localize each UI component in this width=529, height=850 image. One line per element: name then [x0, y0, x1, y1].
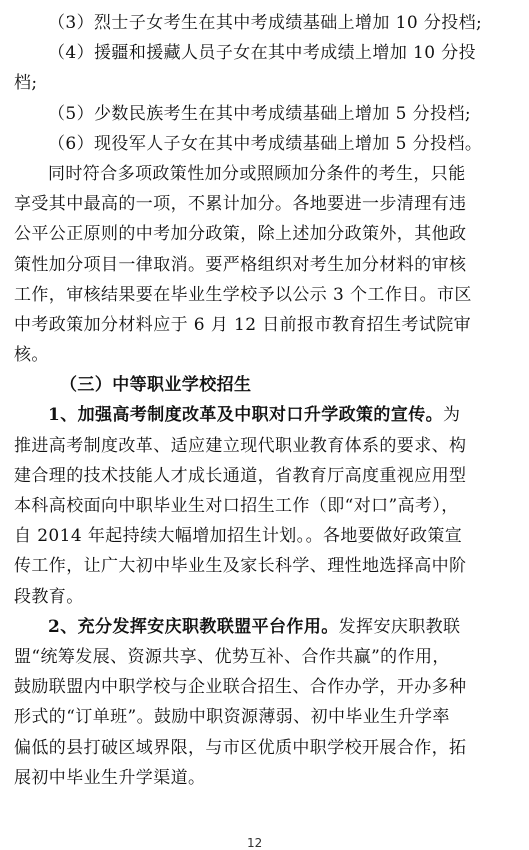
- text-segment: （3）烈士子女考生在其中考成绩基础上增加 10 分投档;: [48, 13, 483, 33]
- text-segment: （4）援疆和援藏人员子女在其中考成绩上增加 10 分投: [48, 43, 477, 64]
- text-line: [14, 612, 514, 642]
- text-line: [14, 129, 514, 159]
- text-segment: 偏低的县打破区域界限，与市区优质中职学校开展合作，拓: [14, 737, 467, 758]
- text-line: [14, 672, 514, 702]
- text-segment: 核。: [14, 345, 49, 366]
- text-line: [14, 159, 514, 189]
- text-line: [14, 733, 514, 763]
- text-segment: 同时符合多项政策性加分或照顾加分条件的考生，只能: [48, 163, 466, 184]
- text-line: [14, 400, 514, 430]
- text-segment: 本科高校面向中职毕业生对口招生工作（即“对口”高考），: [14, 496, 459, 516]
- text-line: [14, 68, 514, 98]
- page-number: 12: [247, 836, 263, 850]
- text-segment: 档;: [14, 73, 38, 94]
- text-segment: 段教育。: [14, 586, 84, 607]
- text-line: [14, 431, 514, 461]
- text-segment: 中考政策加分材料应于 6 月 12 日前报市教育招生考试院审: [14, 314, 472, 335]
- text-segment: 传工作，让广大初中毕业生及家长科学、理性地选择高中阶: [14, 556, 467, 577]
- text-line: [14, 310, 514, 340]
- text-segment: 展初中毕业生升学渠道。: [14, 767, 206, 788]
- text-segment: 建合理的技术技能人才成长通道，省教育厅高度重视应用型: [14, 465, 467, 486]
- text-line: [14, 370, 514, 400]
- text-line: [14, 250, 514, 280]
- text-line: [14, 38, 514, 68]
- text-segment: 享受其中最高的一项，不累计加分。各地要进一步清理有违: [14, 194, 467, 215]
- text-segment: 公平公正原则的中考加分政策，除上述加分政策外，其他政: [14, 224, 467, 245]
- text-line: [14, 763, 514, 793]
- text-line: [14, 491, 514, 521]
- text-segment: 形式的“订单班”。鼓励中职资源薄弱、初中毕业生升学率: [14, 707, 450, 728]
- text-segment: 发挥安庆职教联: [338, 616, 461, 637]
- text-line: [14, 461, 514, 491]
- text-line: [14, 8, 514, 38]
- text-line: [14, 280, 514, 310]
- text-segment: 工作，审核结果要在毕业生学校予以公示 3 个工作日。市区: [14, 284, 472, 305]
- text-segment: 自 2014 年起持续大幅增加招生计划。。各地要做好政策宣: [14, 526, 463, 547]
- text-segment: 策性加分项目一律取消。要严格组织对考生加分材料的审核: [14, 254, 467, 275]
- text-segment: 推进高考制度改革、适应建立现代职业教育体系的要求、构: [14, 435, 467, 456]
- text-line: [14, 219, 514, 249]
- document-page: [14, 8, 514, 793]
- text-line: [14, 99, 514, 129]
- text-line: [14, 189, 514, 219]
- text-segment: 鼓励联盟内中职学校与企业联合招生、合作办学，开办多种: [14, 677, 467, 698]
- text-line: [14, 340, 514, 370]
- text-line: [14, 521, 514, 551]
- bold-text-segment: 2、充分发挥安庆职教联盟平台作用。: [48, 616, 339, 637]
- text-segment: （5）少数民族考生在其中考成绩基础上增加 5 分投档;: [48, 103, 471, 124]
- text-line: [14, 702, 514, 732]
- text-segment: （6）现役军人子女在其中考成绩基础上增加 5 分投档。: [48, 133, 483, 154]
- text-segment: 为: [443, 405, 461, 426]
- text-segment: 盟“统筹发展、资源共享、优势互补、合作共赢”的作用，: [14, 646, 450, 667]
- text-line: [14, 582, 514, 612]
- text-line: [14, 642, 514, 672]
- bold-text-segment: （三）中等职业学校招生: [60, 375, 252, 396]
- text-line: [14, 551, 514, 581]
- bold-text-segment: 1、加强高考制度改革及中职对口升学政策的宣传。: [48, 405, 444, 426]
